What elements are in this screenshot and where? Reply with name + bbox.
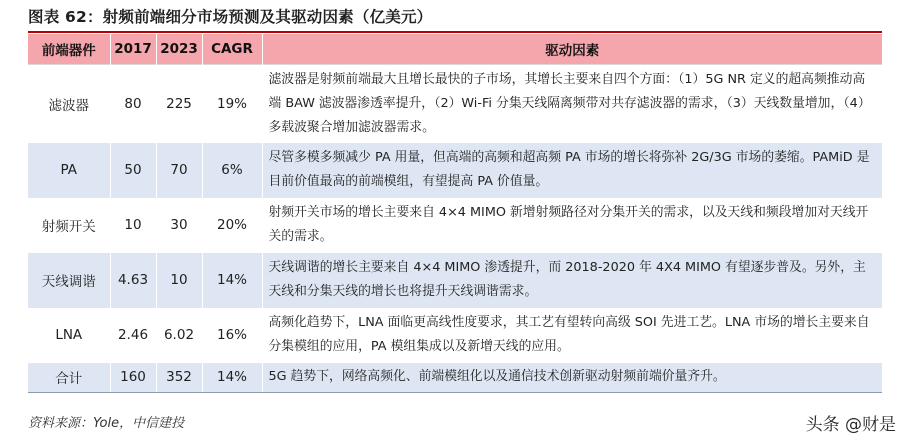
cell-cagr: 14% [202, 253, 262, 308]
title-rule [28, 31, 882, 33]
cell-device: 滤波器 [28, 65, 110, 143]
market-forecast-table [28, 34, 882, 393]
cell-drivers: 5G 趋势下，网络高频化、前端模组化以及通信技术创新驱动射频前端价量齐升。 [262, 363, 882, 393]
table-row [28, 308, 882, 363]
watermark-text: 头条 @财是 [805, 415, 896, 435]
cell-device: 合计 [28, 363, 110, 393]
cell-drivers: 射频开关市场的增长主要来自 4×4 MIMO 新增射频路径对分集开关的需求，以及天线和频段增加对天线开关的需求。 [262, 198, 882, 253]
cell-cagr: 19% [202, 65, 262, 143]
cell-drivers: 尽管多模多频减少 PA 用量，但高端的高频和超高频 PA 市场的增长将弥补 2G/3G 市场的萎缩。PAMiD 是目前价值最高的前端模组，有望提高 PA 价值量。 [262, 143, 882, 198]
header-device: 前端器件 [28, 34, 110, 65]
table-row [28, 65, 882, 143]
cell-cagr: 20% [202, 198, 262, 253]
cell-device: 天线调谐 [28, 253, 110, 308]
table-row-total [28, 363, 882, 393]
cell-2023: 225 [156, 65, 202, 143]
cell-cagr: 16% [202, 308, 262, 363]
table-header-row [28, 34, 882, 65]
cell-cagr: 6% [202, 143, 262, 198]
cell-device: PA [28, 143, 110, 198]
cell-2017: 160 [110, 363, 156, 393]
cell-2023: 70 [156, 143, 202, 198]
cell-2017: 2.46 [110, 308, 156, 363]
table-row [28, 143, 882, 198]
cell-2017: 10 [110, 198, 156, 253]
table-row [28, 198, 882, 253]
cell-drivers: 天线调谐的增长主要来自 4×4 MIMO 渗透提升，而 2018-2020 年 4X4 MIMO 有望逐步普及。另外，主天线和分集天线的增长也将提升天线调谐需求。 [262, 253, 882, 308]
cell-2023: 30 [156, 198, 202, 253]
cell-device: 射频开关 [28, 198, 110, 253]
cell-2023: 6.02 [156, 308, 202, 363]
cell-cagr: 14% [202, 363, 262, 393]
cell-2023: 352 [156, 363, 202, 393]
cell-2017: 4.63 [110, 253, 156, 308]
table-row [28, 253, 882, 308]
header-drivers: 驱动因素 [262, 34, 882, 65]
cell-2017: 80 [110, 65, 156, 143]
source-note: 资料来源：Yole，中信建投 [28, 416, 185, 431]
cell-drivers: 滤波器是射频前端最大且增长最快的子市场，其增长主要来自四个方面：（1）5G NR 定义的超高频推动高端 BAW 滤波器渗透率提升，（2）Wi-Fi 分集天线隔离频带对共存滤波器的需求，（3）天线数量增加，（4）多载波聚合增加滤波器需求。 [262, 65, 882, 143]
cell-drivers: 高频化趋势下，LNA 面临更高线性度要求，其工艺有望转向高级 SOI 先进工艺。LNA 市场的增长主要来自分集模组的应用，PA 模组集成以及新增天线的应用。 [262, 308, 882, 363]
cell-device: LNA [28, 308, 110, 363]
figure-title: 图表 62：射频前端细分市场预测及其驱动因素（亿美元） [28, 8, 433, 26]
header-2023: 2023 [156, 34, 202, 65]
cell-2017: 50 [110, 143, 156, 198]
cell-2023: 10 [156, 253, 202, 308]
header-cagr: CAGR [202, 34, 262, 65]
header-2017: 2017 [110, 34, 156, 65]
